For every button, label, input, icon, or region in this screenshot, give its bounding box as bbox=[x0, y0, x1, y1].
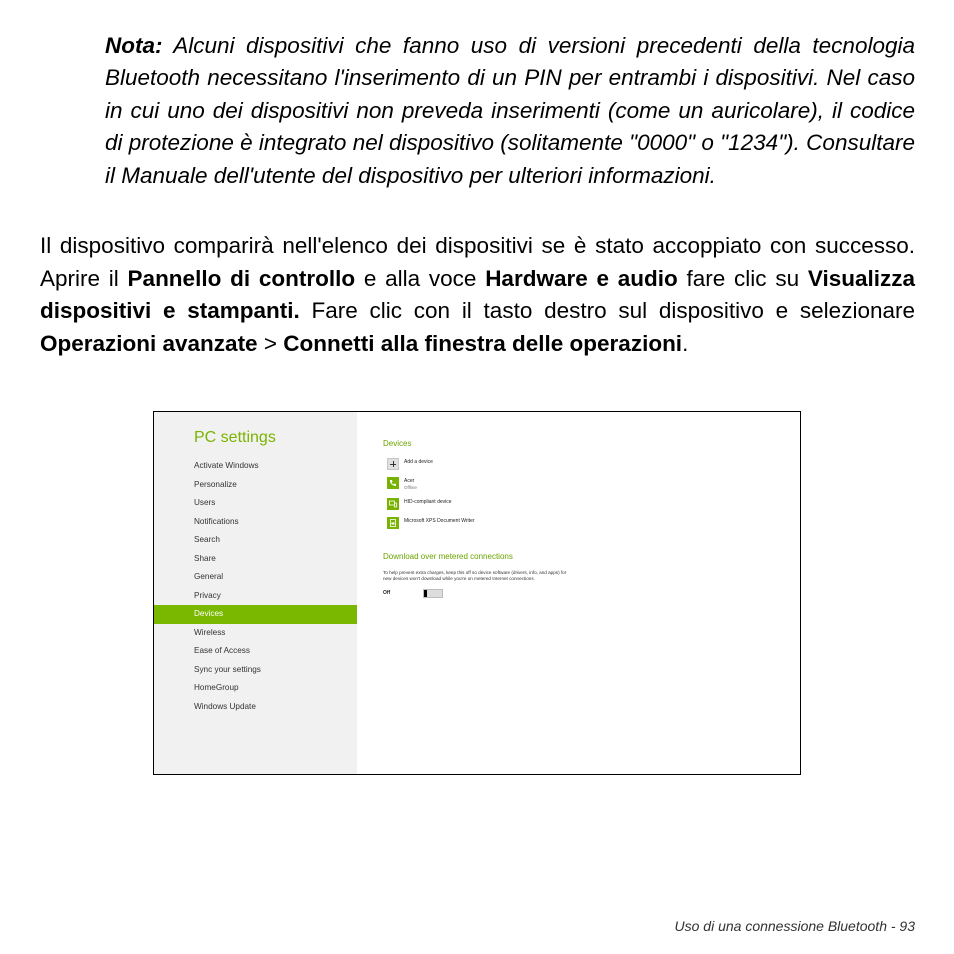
sidebar-item-privacy[interactable]: Privacy bbox=[194, 590, 221, 600]
sidebar-item-homegroup[interactable]: HomeGroup bbox=[194, 683, 239, 692]
sidebar-item-windows-update[interactable]: Windows Update bbox=[194, 701, 256, 711]
para-bold-view-devices: Visualizza dispositivi e stampanti. bbox=[40, 265, 915, 324]
note-text: Alcuni dispositivi che fanno uso di versioni precedenti della tecnologia Bluetooth necessitano l'inserimento di un PIN per entrambi i dispositivi. Nel caso in cui uno dei dispositivi non preveda inserimenti (come un auricolare), il codice di protezione è integrato nel dispositivo (solitamente "0000" o "1234"). Consultare il Manuale dell'utente del dispositivo per ulteriori informazioni. bbox=[105, 33, 915, 188]
para-bold-hardware-audio: Hardware e audio bbox=[485, 265, 678, 291]
sidebar-item-sync-your-settings[interactable]: Sync your settings bbox=[194, 664, 261, 674]
printer-icon bbox=[387, 517, 399, 529]
metered-heading: Download over metered connections bbox=[383, 552, 513, 561]
settings-nav-list bbox=[154, 457, 357, 716]
settings-title: PC settings bbox=[194, 429, 276, 446]
sidebar-item-users[interactable]: Users bbox=[194, 498, 216, 507]
device-status: Offline bbox=[404, 485, 417, 490]
device-name: HID-compliant device bbox=[404, 499, 452, 505]
para-text-5: > bbox=[257, 330, 284, 356]
sidebar-item-ease-of-access[interactable]: Ease of Access bbox=[194, 646, 250, 655]
metered-description: To help prevent extra charges, keep this off so device software (drivers, info, and apps) for new devices won't download while you're on metered Internet connections. bbox=[383, 570, 567, 581]
settings-sidebar bbox=[154, 412, 357, 774]
metered-toggle[interactable] bbox=[423, 589, 443, 598]
device-name: Microsoft XPS Document Writer bbox=[404, 518, 475, 524]
toggle-knob bbox=[424, 590, 427, 597]
para-bold-advanced-ops: Operazioni avanzate bbox=[40, 330, 258, 356]
sidebar-item-search[interactable]: Search bbox=[194, 535, 220, 544]
body-paragraph bbox=[40, 230, 915, 360]
note-paragraph bbox=[105, 30, 915, 192]
devices-heading: Devices bbox=[383, 439, 412, 448]
para-text-6: . bbox=[682, 330, 689, 356]
add-device-label: Add a device bbox=[404, 459, 433, 465]
para-text-3: fare clic su bbox=[677, 265, 808, 291]
phone-icon bbox=[387, 477, 399, 489]
sidebar-item-notifications[interactable]: Notifications bbox=[194, 516, 239, 526]
page-footer: Uso di una connessione Bluetooth - 93 bbox=[674, 918, 915, 934]
sidebar-item-wireless[interactable]: Wireless bbox=[194, 627, 226, 637]
note-label: Nota: bbox=[105, 33, 163, 58]
pc-settings-screenshot bbox=[153, 411, 801, 775]
devices-panel bbox=[357, 412, 800, 774]
para-bold-connect-window: Connetti alla finestra delle operazioni bbox=[283, 330, 683, 356]
toggle-state-label: Off bbox=[383, 590, 391, 596]
para-text-4: Fare clic con il tasto destro sul dispositivo e selezionare bbox=[299, 298, 915, 324]
para-text-1: Il dispositivo comparirà nell'elenco dei dispositivi se è stato accoppiato con successo. Aprire il bbox=[40, 233, 915, 291]
sidebar-item-share[interactable]: Share bbox=[194, 553, 216, 563]
sidebar-item-general[interactable]: General bbox=[194, 572, 224, 581]
sidebar-item-devices[interactable]: Devices bbox=[154, 605, 357, 624]
para-bold-control-panel: Pannello di controllo bbox=[127, 265, 356, 291]
add-icon bbox=[387, 458, 399, 470]
sidebar-item-activate-windows[interactable]: Activate Windows bbox=[194, 461, 259, 470]
monitor-icon bbox=[387, 498, 399, 510]
para-text-2: e alla voce bbox=[355, 265, 486, 291]
sidebar-item-personalize[interactable]: Personalize bbox=[194, 479, 237, 489]
device-name: Acer bbox=[404, 478, 415, 484]
